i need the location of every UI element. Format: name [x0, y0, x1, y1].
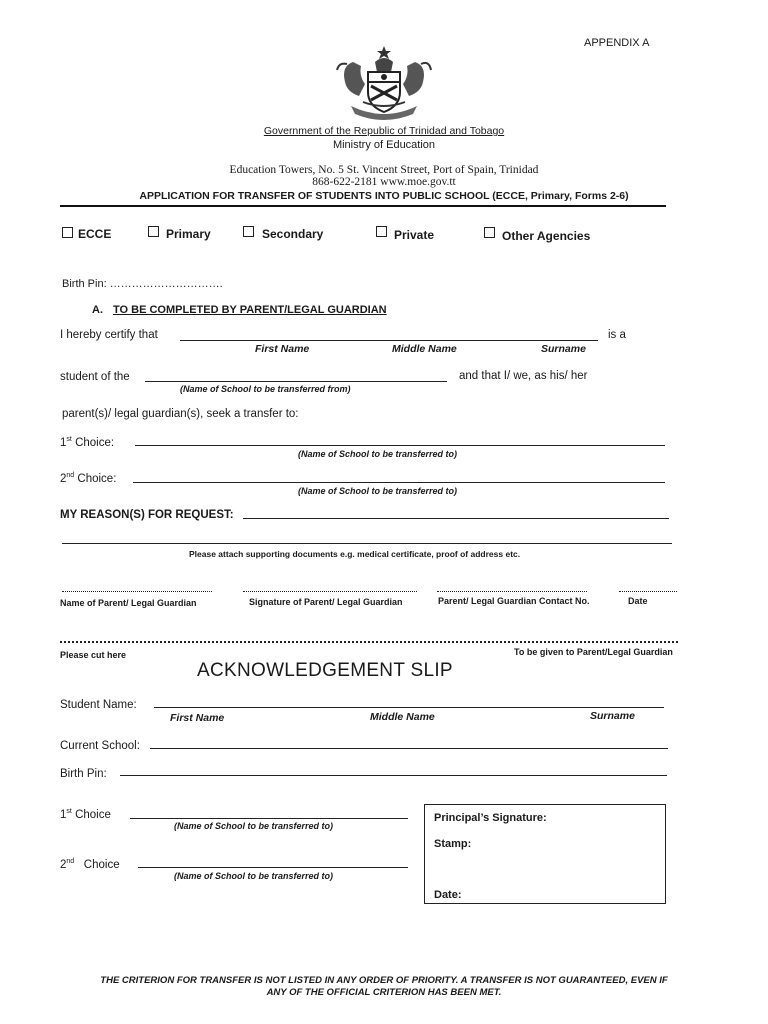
slip-current-school-input[interactable] [150, 748, 668, 749]
principal-signature-label: Principal’s Signature: [434, 812, 547, 824]
cut-here-label: Please cut here [60, 650, 127, 660]
form-title: APPLICATION FOR TRANSFER OF STUDENTS INTO PUBLIC SCHOOL (ECCE, Primary, Forms 2-6) [139, 190, 629, 202]
date-input[interactable] [619, 591, 677, 592]
stamp-label: Stamp: [434, 838, 472, 850]
middle-name-caption: Middle Name [392, 343, 457, 355]
reasons-input-1[interactable] [243, 518, 669, 519]
parent-signature-caption: Signature of Parent/ Legal Guardian [249, 597, 403, 607]
slip-birth-pin-input[interactable] [120, 775, 667, 776]
slip-second-choice-input[interactable] [138, 867, 408, 868]
parents-seek-label: parent(s)/ legal guardian(s), seek a transfer to: [62, 408, 299, 420]
birth-pin-field[interactable]: Birth Pin: …………………………. [62, 278, 223, 290]
parent-contact-caption: Parent/ Legal Guardian Contact No. [438, 596, 590, 606]
certify-label: I hereby certify that [60, 329, 158, 341]
cut-line [60, 641, 678, 643]
footer-line-1: THE CRITERION FOR TRANSFER IS NOT LISTED IN ANY ORDER OF PRIORITY. A TRANSFER IS NOT GUARANTEED, EVEN IF [100, 975, 668, 986]
reasons-label: MY REASON(S) FOR REQUEST: [60, 509, 234, 521]
address-line: Education Towers, No. 5 St. Vincent Street, Port of Spain, Trinidad [229, 164, 539, 176]
header-rule [60, 205, 666, 207]
given-to-label: To be given to Parent/Legal Guardian [514, 647, 673, 657]
label-primary: Primary [166, 227, 211, 241]
first-choice-input[interactable] [135, 445, 665, 446]
checkbox-ecce[interactable] [62, 227, 73, 238]
slip-surname-caption: Surname [590, 710, 635, 722]
second-choice-input[interactable] [133, 482, 665, 483]
checkbox-primary[interactable] [148, 226, 159, 237]
parent-name-caption: Name of Parent/ Legal Guardian [60, 598, 197, 608]
principal-box[interactable] [424, 804, 666, 904]
slip-first-choice-input[interactable] [130, 818, 408, 819]
and-that-label: and that I/ we, as his/ her [459, 370, 588, 382]
surname-caption: Surname [541, 343, 586, 355]
section-a-title: TO BE COMPLETED BY PARENT/LEGAL GUARDIAN [113, 304, 387, 316]
from-school-caption: (Name of School to be transferred from) [180, 384, 351, 394]
first-name-caption: First Name [255, 343, 310, 355]
second-choice-caption: (Name of School to be transferred to) [298, 486, 458, 496]
is-a-label: is a [608, 329, 626, 341]
slip-student-name-label: Student Name: [60, 699, 137, 711]
coat-of-arms-emblem [333, 44, 435, 122]
slip-first-choice-label: 1st Choice [60, 808, 111, 821]
appendix-label: APPENDIX A [584, 37, 650, 49]
section-a-letter: A. [92, 304, 103, 316]
first-choice-caption: (Name of School to be transferred to) [298, 449, 458, 459]
checkbox-private[interactable] [376, 226, 387, 237]
checkbox-secondary[interactable] [243, 226, 254, 237]
current-school-input[interactable] [145, 381, 447, 382]
slip-current-school-label: Current School: [60, 740, 140, 752]
label-ecce: ECCE [78, 227, 112, 241]
slip-second-choice-caption: (Name of School to be transferred to) [174, 871, 334, 881]
slip-first-choice-caption: (Name of School to be transferred to) [174, 821, 334, 831]
student-name-input[interactable] [180, 340, 598, 341]
ministry-line: Ministry of Education [332, 139, 436, 151]
slip-second-choice-label: 2nd Choice [60, 858, 120, 871]
contact-line: 868-622-2181 www.moe.gov.tt [312, 176, 456, 188]
second-choice-label: 2nd Choice: [60, 472, 117, 485]
parent-signature-input[interactable] [243, 591, 417, 592]
slip-first-name-caption: First Name [170, 712, 225, 724]
parent-contact-input[interactable] [437, 591, 587, 592]
footer-line-2: ANY OF THE OFFICIAL CRITERION HAS BEEN MET. [266, 987, 502, 998]
label-private: Private [394, 228, 435, 242]
label-secondary: Secondary [262, 227, 324, 241]
government-line: Government of the Republic of Trinidad and Tobago [263, 125, 505, 137]
student-of-label: student of the [60, 371, 130, 383]
checkbox-other-agencies[interactable] [484, 227, 495, 238]
slip-student-name-input[interactable] [154, 707, 664, 708]
attach-note: Please attach supporting documents e.g. medical certificate, proof of address etc. [189, 549, 521, 559]
date-caption: Date [628, 596, 648, 606]
reasons-input-2[interactable] [62, 543, 672, 544]
parent-name-input[interactable] [62, 591, 212, 592]
slip-birth-pin-label: Birth Pin: [60, 768, 107, 780]
label-other-agencies: Other Agencies [502, 229, 591, 243]
date-label: Date: [434, 889, 462, 901]
first-choice-label: 1st Choice: [60, 436, 115, 449]
slip-middle-name-caption: Middle Name [370, 711, 435, 723]
slip-title: ACKNOWLEDGEMENT SLIP [197, 660, 453, 681]
